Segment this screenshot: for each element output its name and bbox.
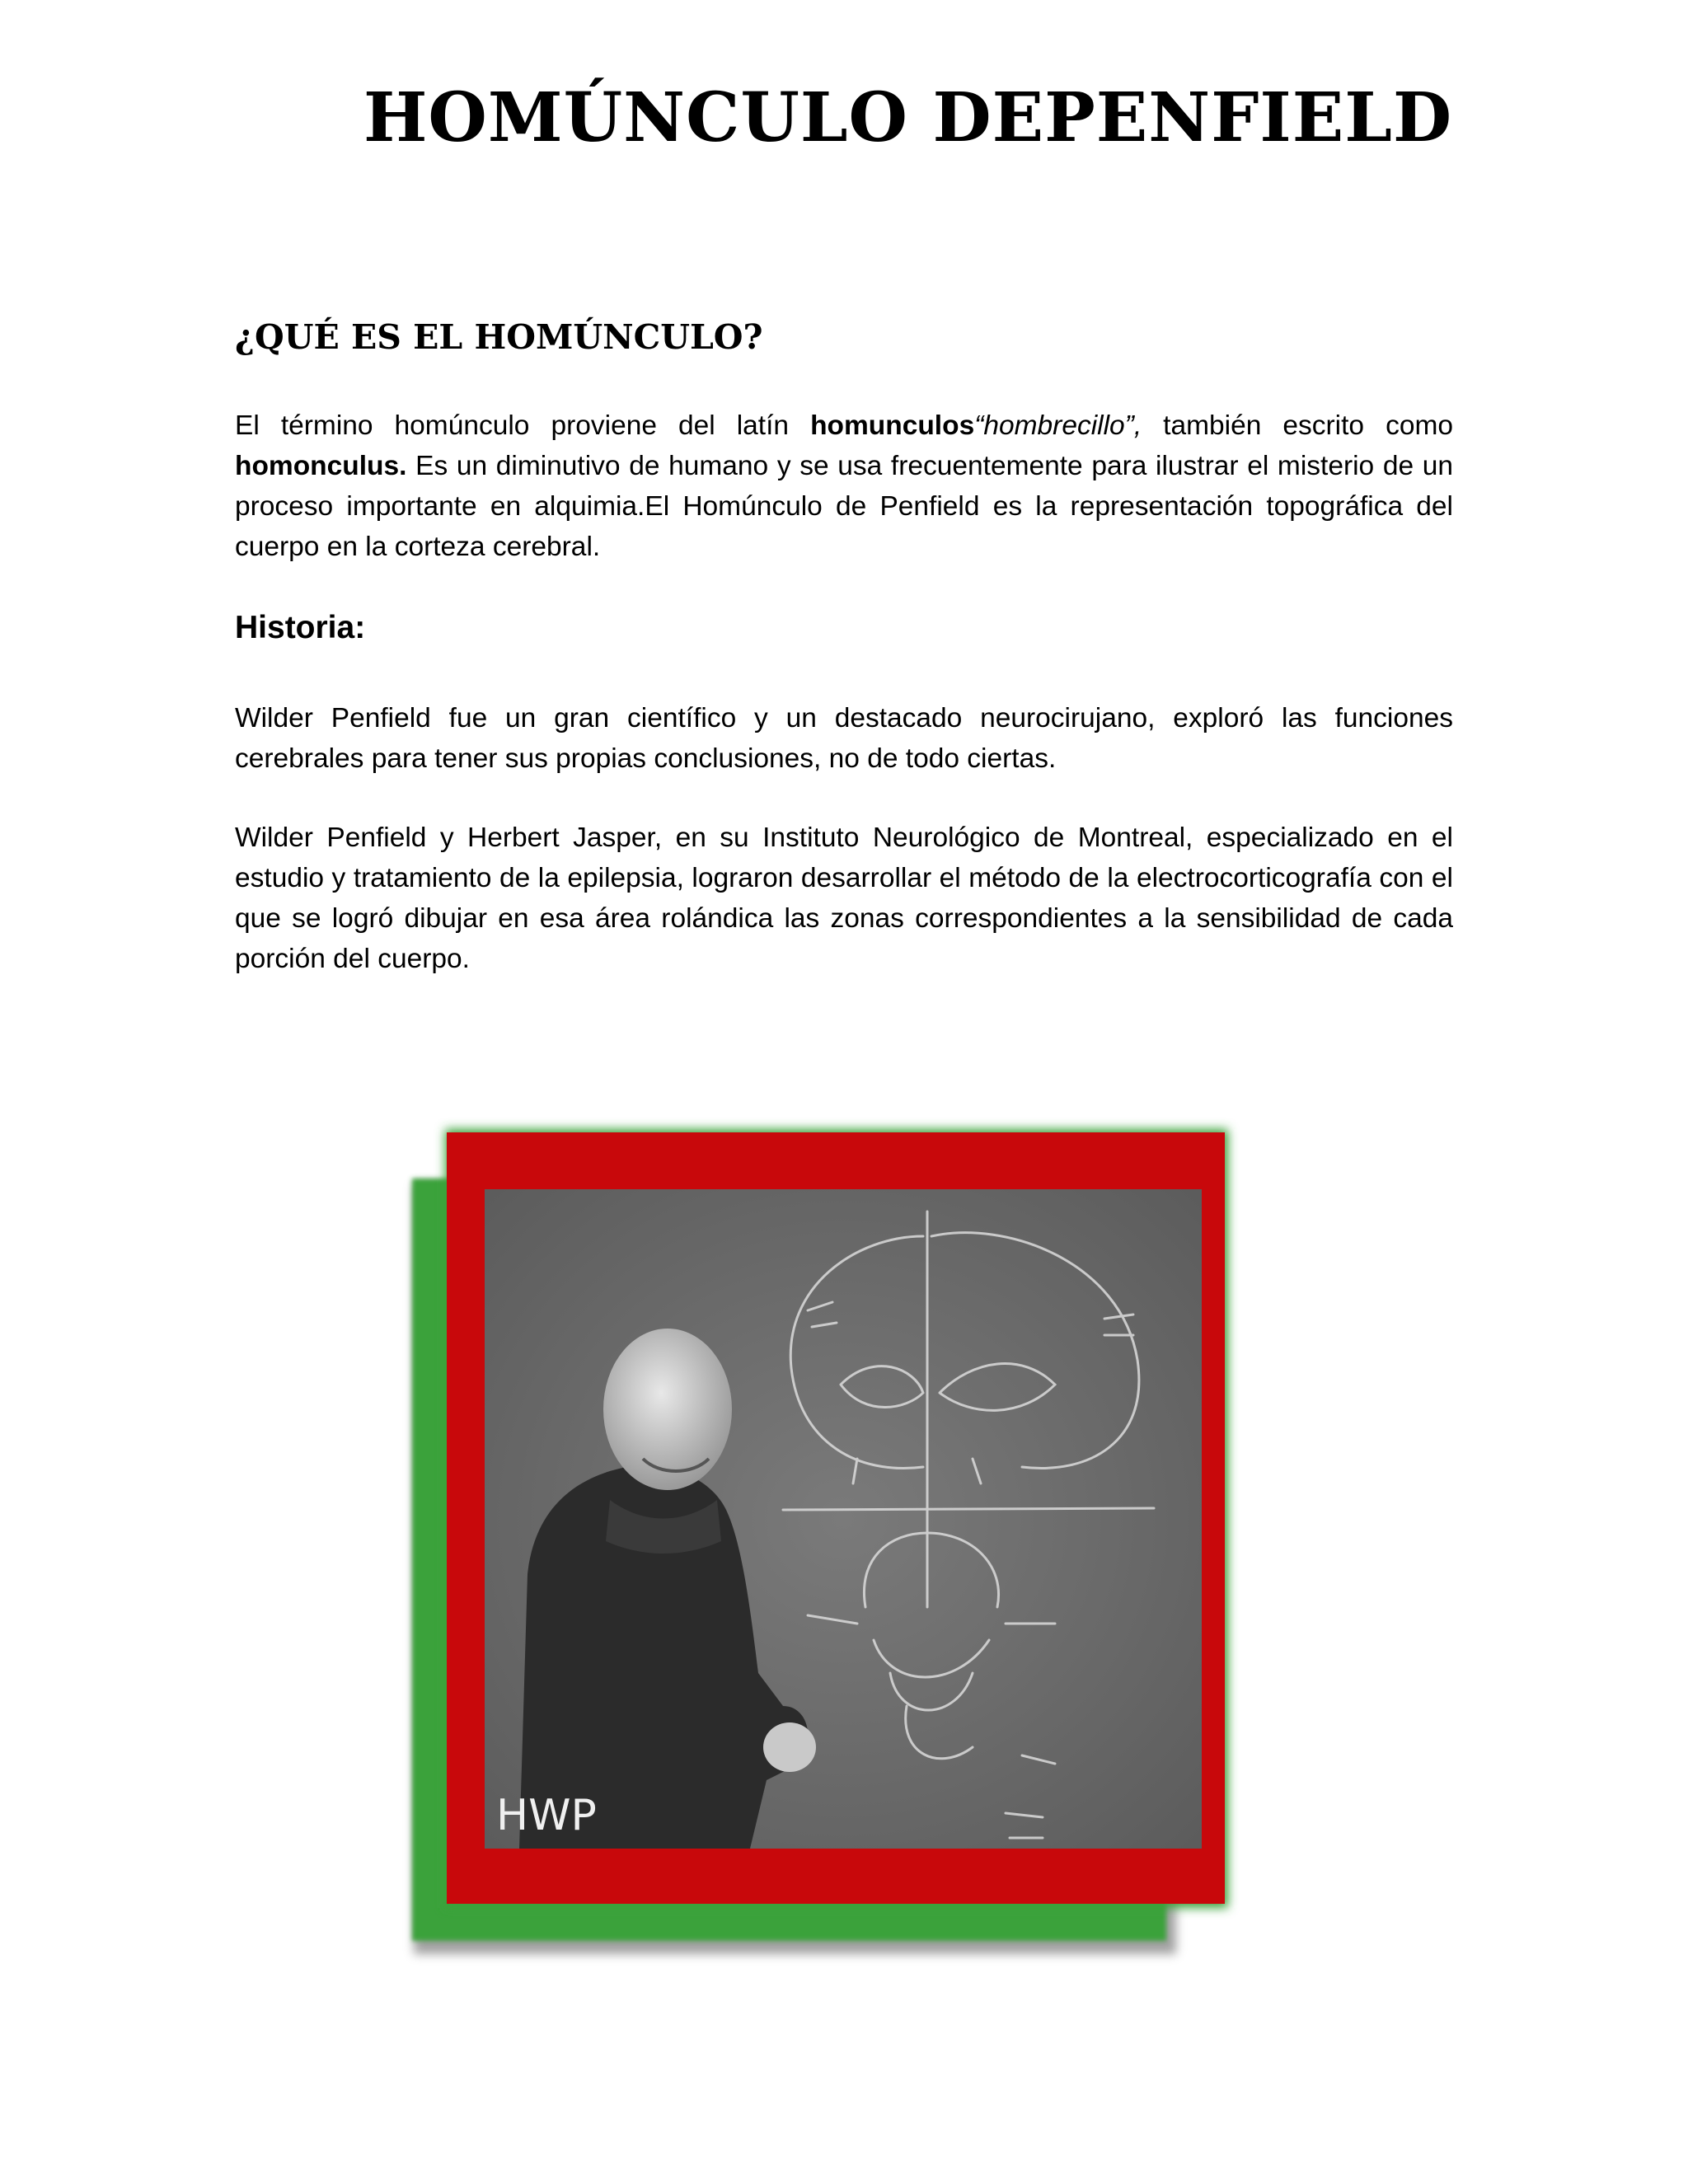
- penfield-photo-svg: [396, 1113, 1253, 1978]
- bold-term-homonculus: homonculus.: [235, 451, 407, 481]
- page-title: HOMÚNCULO DEPENFIELD: [363, 78, 1453, 157]
- italic-translation: “hombrecillo”,: [974, 410, 1142, 441]
- paragraph-historia-2: Wilder Penfield y Herbert Jasper, en su Instituto Neurológico de Montreal, especializado en el estudio y tratamiento de la epilepsia, lograron desarrollar el método de la electrocorticografía con el que se logró dibujar en esa área rolándica las zonas correspondientes a la sensibilidad de cada porción del cuerpo.: [235, 823, 1453, 974]
- section-heading-que-es: ¿QUÉ ES EL HOMÚNCULO?: [235, 317, 763, 357]
- paragraph-definition: [235, 405, 1453, 567]
- hwp-watermark: HWP: [496, 1791, 597, 1840]
- penfield-photo-figure: [396, 1113, 1253, 1978]
- section-heading-historia: Historia:: [235, 610, 366, 645]
- text-run: también escrito como: [1142, 410, 1453, 441]
- text-run: Es un diminutivo de humano y se usa frecuentemente para ilustrar el misterio de un proceso importante en alquimia.El Homúnculo de Penfield es la representación topográfica del cuerpo en la corteza cerebral.: [235, 451, 1453, 562]
- text-run: El término homúnculo proviene del latín: [235, 410, 811, 441]
- bold-term-homunculos: homunculos: [810, 410, 975, 441]
- paragraph-historia-1: Wilder Penfield fue un gran científico y un destacado neurocirujano, exploró las funciones cerebrales para tener sus propias conclusiones, no de todo ciertas.: [235, 703, 1453, 774]
